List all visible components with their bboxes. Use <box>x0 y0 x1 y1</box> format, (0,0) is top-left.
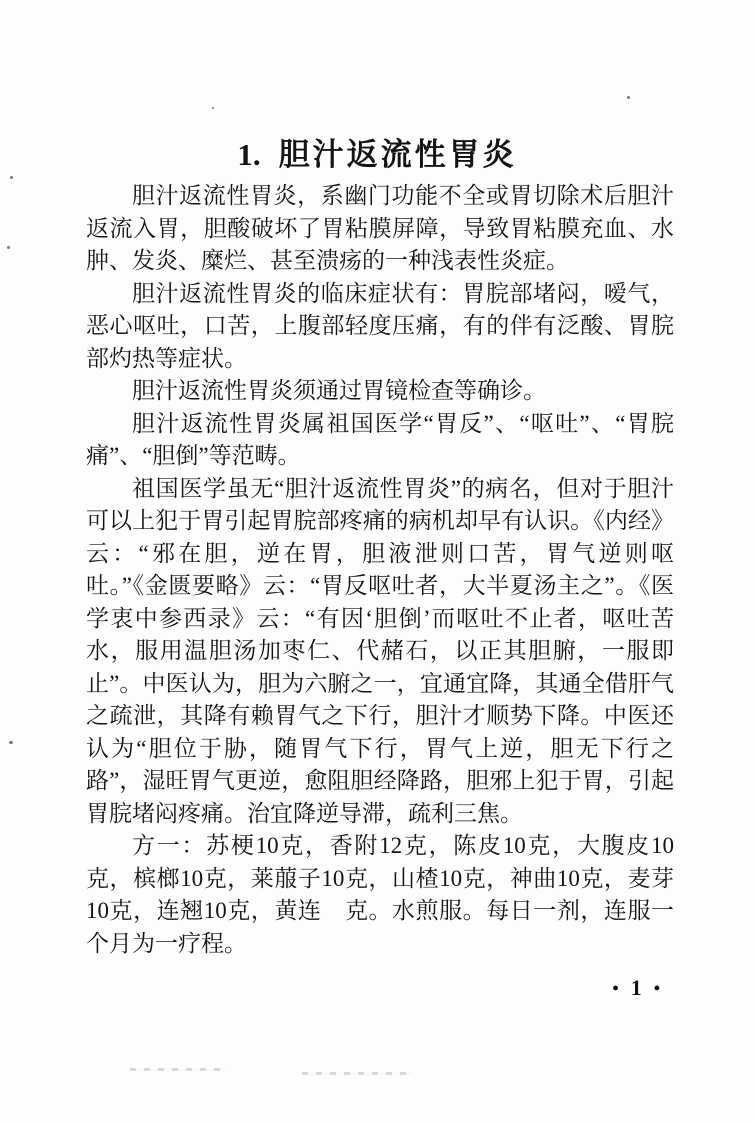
footer-left-dot-icon: • <box>612 978 621 998</box>
scan-speck <box>7 246 10 249</box>
paragraph-tcm-categories: 胆汁返流性胃炎属祖国医学“胃反”、“呕吐”、“胃脘痛”、“胆倒”等范畴。 <box>86 410 674 468</box>
scan-speck <box>212 107 214 109</box>
footer-right-dot-icon: • <box>653 978 662 998</box>
scan-speck <box>9 741 13 744</box>
body-text <box>86 180 674 960</box>
scan-smudge <box>130 1068 225 1071</box>
paragraph-symptoms: 胆汁返流性胃炎的临床症状有：胃脘部堵闷，嗳气，恶心呕吐，口苦，上腹部轻度压痛，有的伴有泛酸、胃脘部灼热等症状。 <box>86 280 674 371</box>
scan-smudge <box>302 1072 412 1075</box>
chapter-title-text: 胆汁返流性胃炎 <box>278 136 517 172</box>
paragraph-intro: 胆汁返流性胃炎，系幽门功能不全或胃切除术后胆汁返流入胃，胆酸破坏了胃粘膜屏障，导致胃粘膜充血、水肿、发炎、糜烂、甚至溃疡的一种浅表性炎症。 <box>86 183 674 273</box>
scan-speck <box>10 176 13 179</box>
paragraph-tcm-theory: 祖国医学虽无“胆汁返流性胃炎”的病名，但对于胆汁可以上犯于胃引起胃脘部疼痛的病机却早有认识。《内经》云：“邪在胆，逆在胃，胆液泄则口苦，胃气逆则呕吐。”《金匮要略》云：“胃反呕吐者，大半夏汤主之”。《医学衷中参西录》云：“有因‘胆倒’而呕吐不止者，呕吐苦水，服用温胆汤加枣仁、代赭石，以正其胆腑，一服即止”。中医认为，胆为六腑之一，宜通宜降，其通全借肝气之疏泄，其降有赖胃气之下行，胆汁才顺势下降。中医还认为“胆位于胁，随胃气下行，胃气上逆，胆无下行之路”，湿旺胃气更逆，愈阻胆经降路，胆邪上犯于胃，引起胃脘堵闷疼痛。治宜降逆导滞，疏利三焦。 <box>86 475 674 826</box>
scan-speck <box>627 96 630 99</box>
chapter-number: 1. <box>237 136 261 172</box>
paragraph-prescription-one: 方一：苏梗10克，香附12克，陈皮10克，大腹皮10克，槟榔10克，莱菔子10克，山楂10克，神曲10克，麦芽10克，连翘10克，黄连 克。水煎服。每日一剂，连服一个月为一疗程。 <box>86 833 674 956</box>
chapter-title <box>0 129 754 174</box>
page-number <box>612 975 662 1001</box>
paragraph-diagnosis: 胆汁返流性胃炎须通过胃镜检查等确诊。 <box>132 378 546 403</box>
page-number-value: 1 <box>630 975 644 1000</box>
